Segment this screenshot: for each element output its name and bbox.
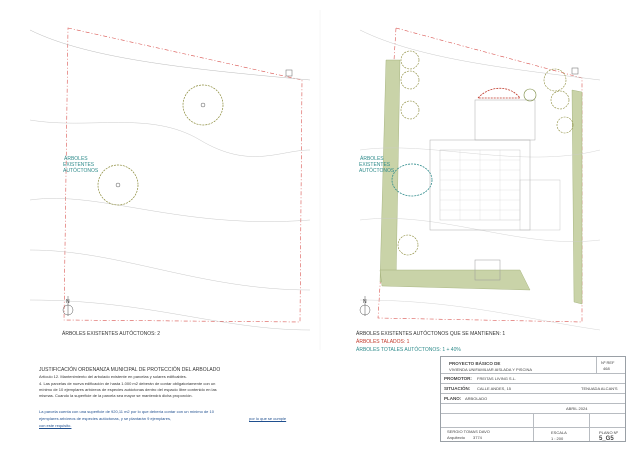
left-plot <box>30 28 310 330</box>
tree-trunk <box>116 183 120 187</box>
right-north-label: N <box>363 299 367 305</box>
right-caption-line1: ÁRBOLES EXISTENTES AUTÓCTONOS QUE SE MANTIENEN: 1 <box>356 331 506 337</box>
tree-canopy <box>183 85 223 125</box>
right-tree-label-line3: AUTÓCTONOS <box>359 168 395 174</box>
sheet-value: 5_G5 <box>599 436 614 442</box>
plan-label: PLANO: <box>444 396 462 401</box>
left-north-label: N <box>66 299 70 305</box>
sheet-label: PLANO Nº <box>599 430 619 435</box>
justification-title: JUSTIFICACIÓN ORDENANZA MUNICIPAL DE PROTECCIÓN DEL ARBOLADO <box>39 367 221 373</box>
right-caption-line2: ÁRBOLES TALADOS: 1 <box>356 339 410 345</box>
left-caption: ÁRBOLES EXISTENTES AUTÓCTONOS: 2 <box>62 331 160 337</box>
right-plot <box>360 28 600 330</box>
justification-line7: con este requisito. <box>39 423 72 428</box>
promoter-value: FREITAS LIVING S.L. <box>477 376 517 381</box>
num-ref-label: Nº REF <box>601 360 615 365</box>
architect-number: 3774 <box>473 435 482 440</box>
right-tree-label-line1: ÁRBOLES <box>360 156 384 162</box>
felled-tree <box>478 88 520 98</box>
justification-line3: mínimo de 10 ejemplares arbóreos de especies autóctonas dentro del espacio libre contenido en las <box>39 387 217 392</box>
project-name: VIVIENDA UNIFAMILIAR AISLADA Y PISCINA <box>449 367 532 372</box>
justification-line6a: ejemplares arbóreos de especies autóctonas, y se plantarán 9 ejemplares, <box>39 416 172 421</box>
date-value: ABRIL 2024 <box>566 406 588 411</box>
project-label: PROYECTO BÁSICO DE <box>449 361 501 366</box>
left-tree-label-line2: EXISTENTES <box>63 162 95 168</box>
location-label: SITUACIÓN: <box>444 386 471 391</box>
garden-strip-right <box>572 90 582 304</box>
right-tree-label-line2: EXISTENTES <box>359 162 391 168</box>
justification-line1: Artículo 12. Mantenimiento del arbolado existente en parcelas y solares edificables. <box>39 374 187 379</box>
architect-name: SERGIO TOMAS DAVO <box>447 429 490 434</box>
tree-trunk <box>201 103 205 107</box>
location-value: CALLE ANDES, 15 <box>477 386 512 391</box>
left-tree-label-line1: ÁRBOLES <box>64 156 88 162</box>
right-caption-line3: ÁRBOLES TOTALES AUTÓCTONOS: 1 + 40% <box>356 347 461 353</box>
left-tree-label-line3: AUTÓCTONOS <box>63 168 99 174</box>
justification-line4: mismas. Cuando la superficie de la parcela sea mayor se mantendrá dicha proporción. <box>39 393 193 398</box>
justification-line5: La parcela cuenta con una superficie de 920,11 m2 por lo que debería contar con un mínimo de 10 <box>39 409 214 414</box>
garden-strip-bottom <box>380 270 530 290</box>
tree-canopy <box>98 165 138 205</box>
pool <box>475 100 535 140</box>
title-block <box>440 356 626 442</box>
scale-label: ESCALA <box>551 430 567 435</box>
plan-value: ARBOLADO <box>465 396 488 401</box>
num-ref-value: 468 <box>603 366 610 371</box>
scale-value: 1 : 200 <box>551 436 564 441</box>
justification-line2: 4. Las parcelas de nueva edificación de hasta 1.000 m2 deberán de contar obligatoriamente con un <box>39 381 216 386</box>
architect-role: Arquitecto <box>447 435 466 440</box>
justification-line6b: por lo que se cumple <box>249 416 287 421</box>
promoter-label: PROMOTOR: <box>444 376 472 381</box>
city-value: TENUADA ALCAN'S <box>581 386 618 391</box>
